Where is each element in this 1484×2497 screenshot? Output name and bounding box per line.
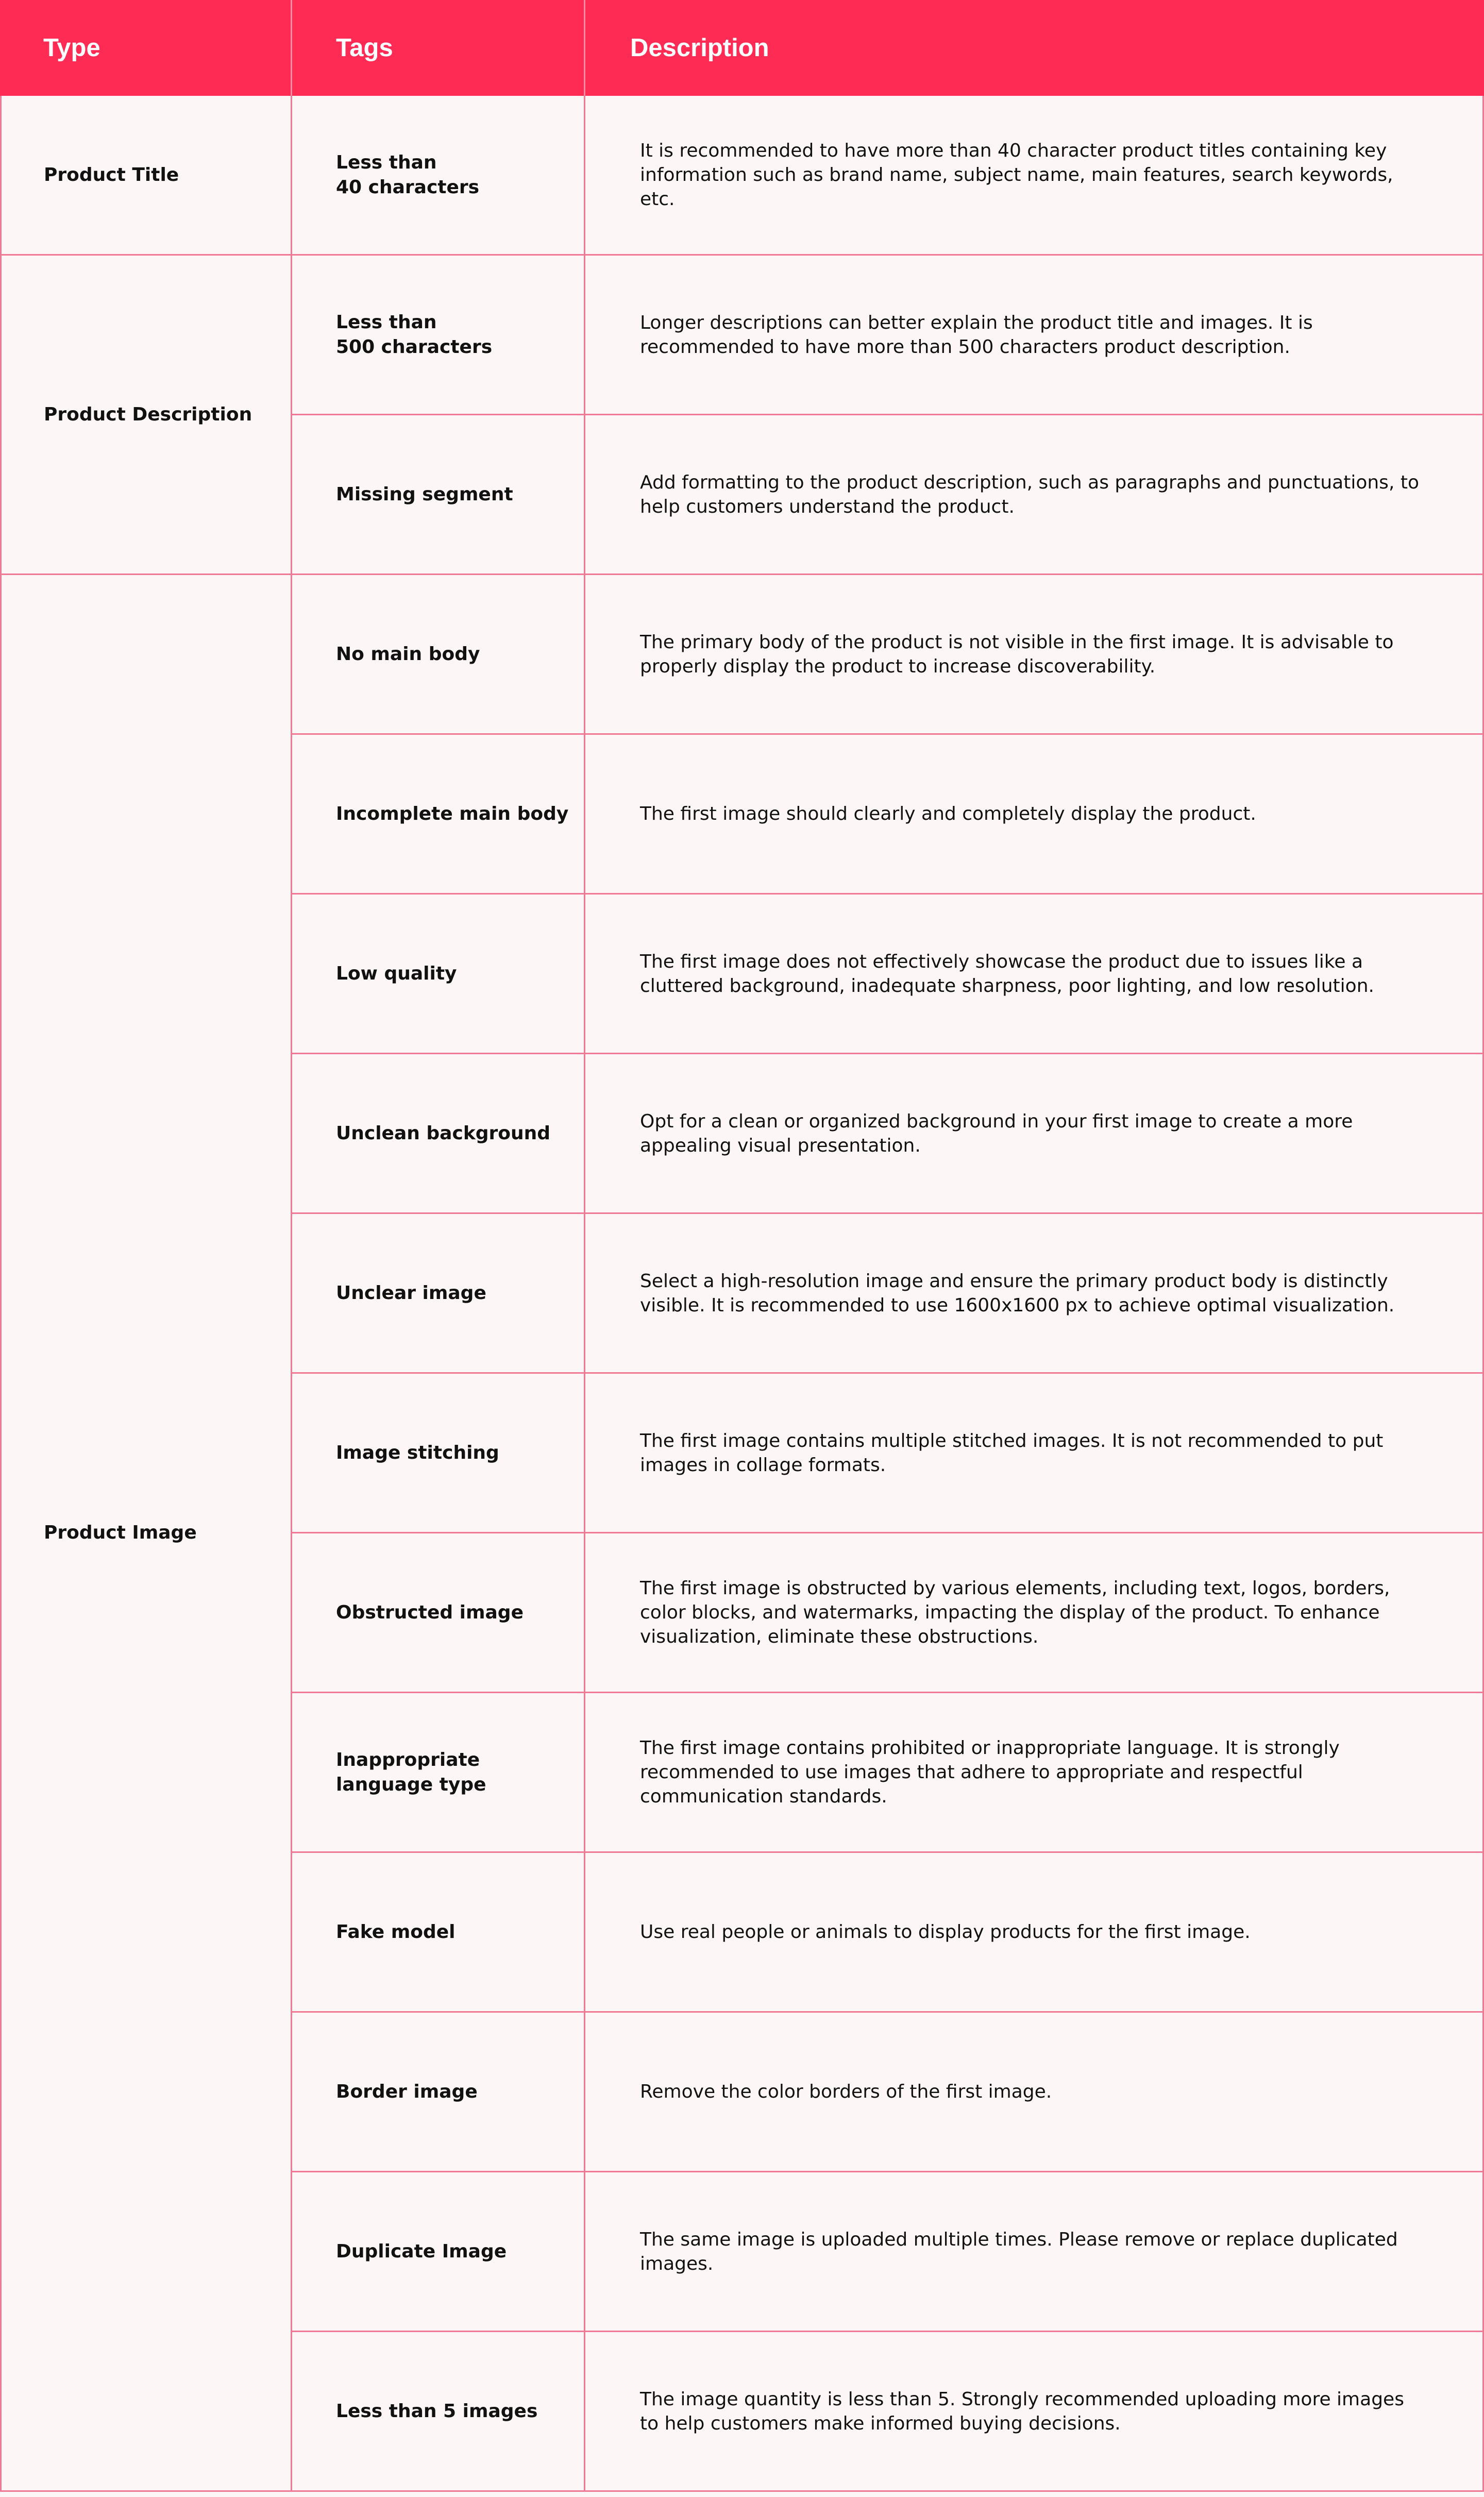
description-cell: Add formatting to the product description, such as paragraphs and punctuations, to help customers understand the product. (585, 415, 1484, 575)
description-cell: The image quantity is less than 5. Strongly recommended uploading more images to help customers make informed buying decisions. (585, 2332, 1484, 2492)
tag-cell: Inappropriate language type (292, 1693, 585, 1853)
description-cell: It is recommended to have more than 40 character product titles containing key information such as brand name, subject name, main features, search keywords, etc. (585, 96, 1484, 256)
header-tags: Tags (292, 0, 585, 96)
tag-cell: Duplicate Image (292, 2172, 585, 2332)
tag-cell: Incomplete main body (292, 735, 585, 895)
description-cell: The first image contains prohibited or inappropriate language. It is strongly recommended to use images that adhere to appropriate and respectful communication standards. (585, 1693, 1484, 1853)
description-cell: Opt for a clean or organized background in your first image to create a more appealing visual presentation. (585, 1054, 1484, 1214)
tag-cell: Image stitching (292, 1374, 585, 1533)
description-cell: The first image does not effectively showcase the product due to issues like a cluttered background, inadequate sharpness, poor lighting, and low resolution. (585, 895, 1484, 1054)
description-cell: The primary body of the product is not visible in the first image. It is advisable to properly display the product to increase discoverability. (585, 575, 1484, 735)
tag-cell: Unclear image (292, 1214, 585, 1374)
type-cell-product-image: Product Image (0, 575, 292, 2492)
description-cell: The same image is uploaded multiple times. Please remove or replace duplicated images. (585, 2172, 1484, 2332)
table-body (0, 96, 1484, 2497)
description-cell: Remove the color borders of the first image. (585, 2013, 1484, 2172)
description-cell: Use real people or animals to display products for the first image. (585, 1853, 1484, 2013)
tag-cell: No main body (292, 575, 585, 735)
description-cell: The first image should clearly and completely display the product. (585, 735, 1484, 895)
type-cell-product-description: Product Description (0, 256, 292, 575)
tag-cell: Unclean background (292, 1054, 585, 1214)
header-type: Type (0, 0, 292, 96)
tag-cell: Missing segment (292, 415, 585, 575)
tag-cell: Border image (292, 2013, 585, 2172)
header-description: Description (630, 34, 769, 62)
tag-cell: Fake model (292, 1853, 585, 2013)
description-cell: The first image is obstructed by various elements, including text, logos, borders, color blocks, and watermarks, impacting the display of the product. To enhance visualization, eliminate these obstructions. (585, 1533, 1484, 1693)
description-cell: The first image contains multiple stitched images. It is not recommended to put images in collage formats. (585, 1374, 1484, 1533)
tag-cell: Obstructed image (292, 1533, 585, 1693)
tag-cell: Less than 5 images (292, 2332, 585, 2492)
tag-cell: Low quality (292, 895, 585, 1054)
type-cell-product-title: Product Title (0, 96, 292, 256)
table-header (0, 0, 1484, 96)
tag-cell: Less than 500 characters (292, 256, 585, 415)
description-cell: Select a high-resolution image and ensure the primary product body is distinctly visible. It is recommended to use 1600x1600 px to achieve optimal visualization. (585, 1214, 1484, 1374)
tag-cell: Less than 40 characters (292, 96, 585, 256)
description-cell: Longer descriptions can better explain the product title and images. It is recommended to have more than 500 characters product description. (585, 256, 1484, 415)
